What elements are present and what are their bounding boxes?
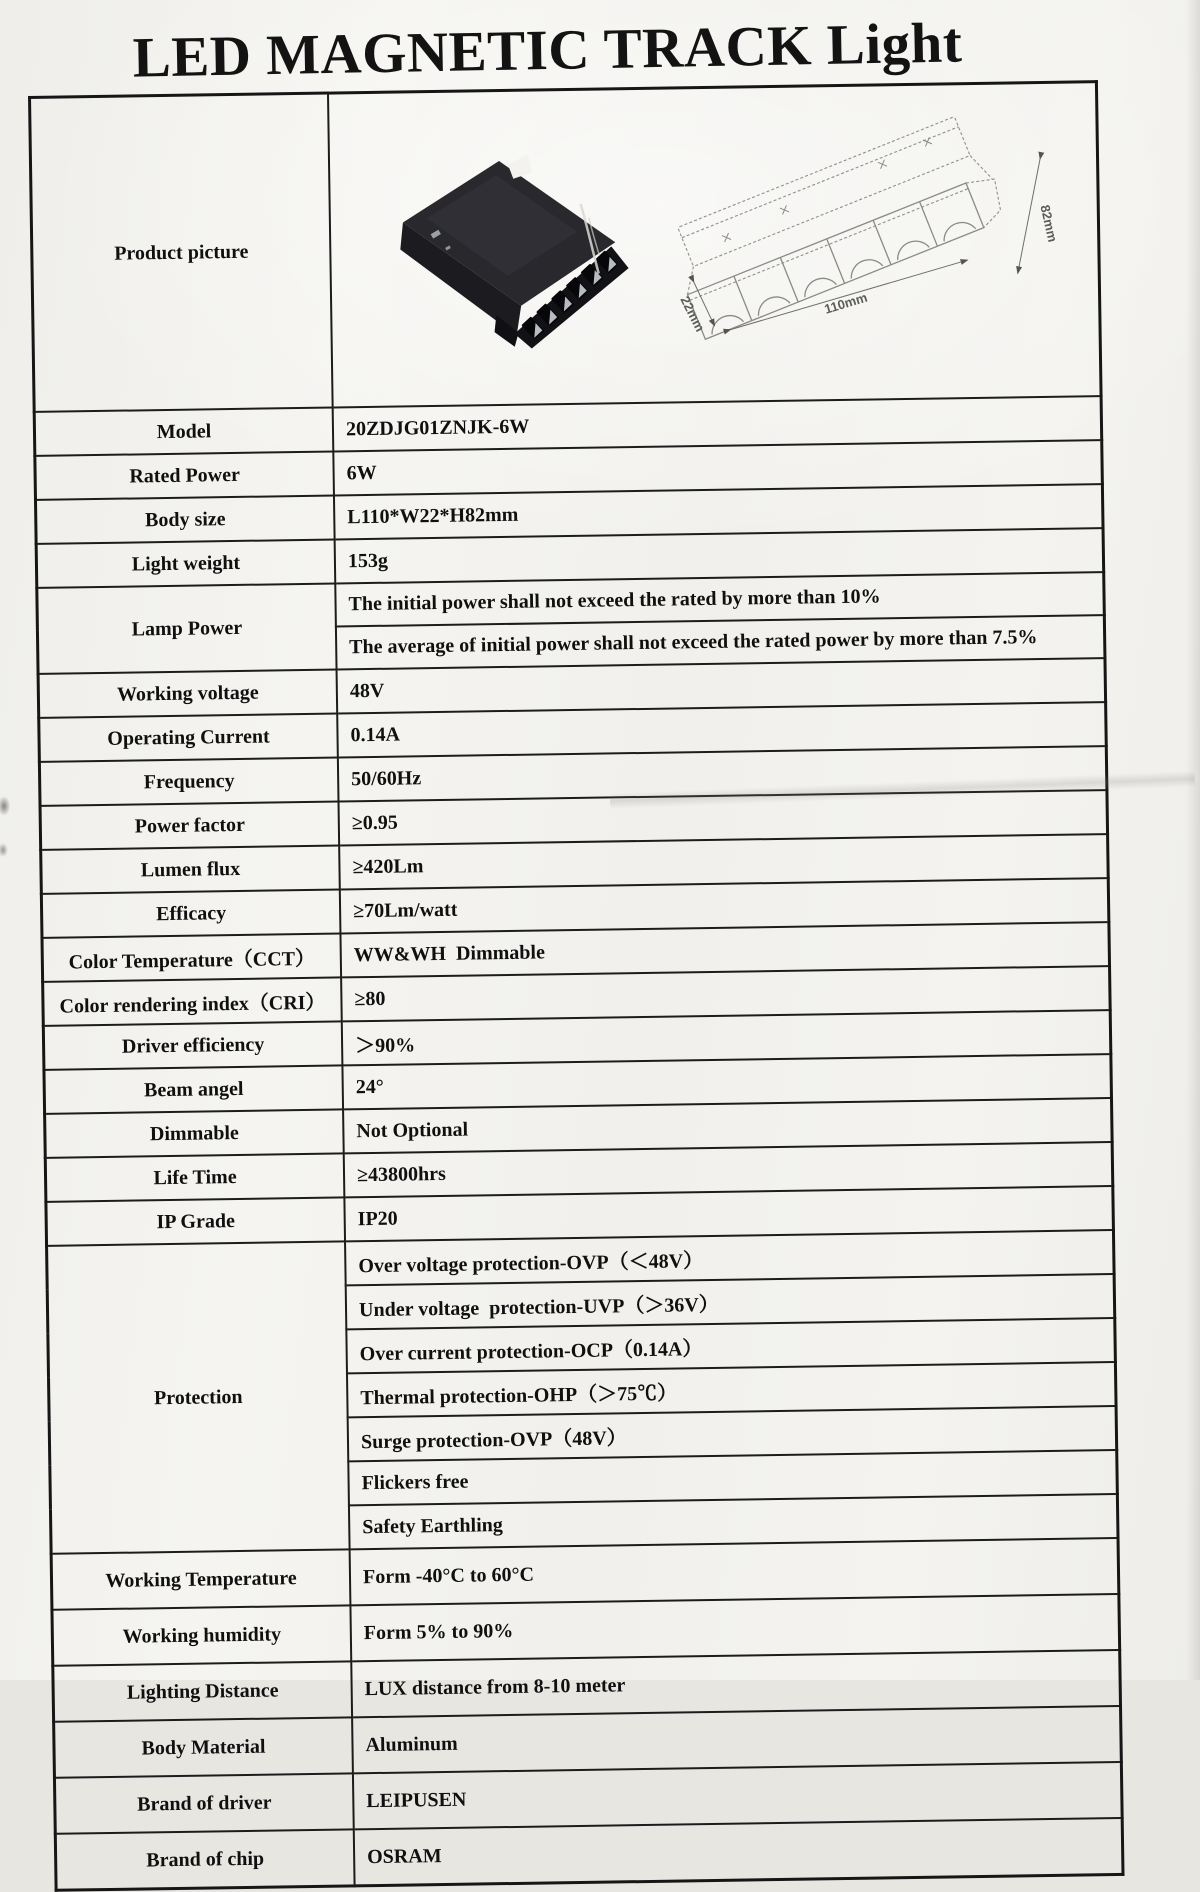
product-photo-image bbox=[344, 143, 635, 353]
spec-label: Working Temperature bbox=[51, 1549, 350, 1609]
product-picture-row bbox=[30, 82, 1102, 412]
spec-value: Over current protection-OCP（0.14A） bbox=[346, 1318, 1115, 1373]
spec-table bbox=[28, 80, 1125, 1892]
spec-value: Flickers free bbox=[348, 1450, 1117, 1505]
spec-value: 50/60Hz bbox=[338, 746, 1107, 801]
spec-value: Under voltage protection-UVP（＞36V） bbox=[346, 1274, 1115, 1329]
spec-label: Dimmable bbox=[45, 1109, 344, 1157]
spec-value: IP20 bbox=[344, 1186, 1113, 1241]
spec-value: ≥420Lm bbox=[339, 834, 1108, 889]
spec-value: ≥0.95 bbox=[338, 790, 1107, 845]
spec-label: Lumen flux bbox=[41, 845, 340, 893]
spec-label: Lighting Distance bbox=[53, 1661, 352, 1721]
spec-label: Efficacy bbox=[41, 889, 340, 937]
spec-value: Form -40°C to 60°C bbox=[350, 1538, 1119, 1605]
scan-edge-shading bbox=[1186, 0, 1200, 1680]
spec-value: ≥70Lm/watt bbox=[340, 878, 1109, 933]
spec-value: 0.14A bbox=[337, 702, 1106, 757]
spec-rows-body bbox=[34, 396, 1123, 1890]
spec-label: Lamp Power bbox=[37, 583, 337, 673]
spec-label: Body Material bbox=[54, 1717, 353, 1777]
spec-value: 153g bbox=[335, 528, 1104, 583]
paper-smudge bbox=[0, 788, 22, 878]
spec-label: Protection bbox=[47, 1241, 350, 1553]
spec-label: Frequency bbox=[39, 757, 338, 805]
picture-row-body bbox=[30, 82, 1102, 412]
spec-label: Operating Current bbox=[39, 713, 338, 761]
spec-label: Working voltage bbox=[38, 669, 337, 717]
spec-value: L110*W22*H82mm bbox=[334, 484, 1103, 539]
product-dimension-drawing bbox=[636, 130, 1091, 347]
spec-value: Aluminum bbox=[352, 1706, 1121, 1773]
screw-marks bbox=[717, 137, 937, 242]
spec-value: 48V bbox=[337, 658, 1106, 713]
spec-value: The initial power shall not exceed the rated by more than 10% bbox=[335, 572, 1104, 626]
spec-value: WW&WH Dimmable bbox=[340, 922, 1109, 977]
dimension-length-label: 110mm bbox=[822, 289, 870, 317]
spec-label: Body size bbox=[35, 496, 334, 544]
dimension-height-label: 82mm bbox=[1037, 203, 1061, 244]
spec-label: Brand of driver bbox=[54, 1773, 353, 1833]
spec-label: Light weight bbox=[36, 540, 335, 588]
spec-value: Thermal protection-OHP（＞75℃） bbox=[347, 1362, 1116, 1417]
product-picture-cell bbox=[328, 82, 1101, 408]
spec-label: Rated Power bbox=[35, 452, 334, 500]
spec-value: ≥43800hrs bbox=[344, 1142, 1113, 1197]
spec-value: 20ZDJG01ZNJK-6W bbox=[333, 396, 1102, 451]
spec-label: Life Time bbox=[45, 1153, 344, 1201]
spec-label: Product picture bbox=[30, 93, 333, 412]
spec-value: Surge protection-OVP（48V） bbox=[348, 1406, 1117, 1461]
dimension-width-label: 22mm bbox=[677, 293, 708, 334]
spec-label: Brand of chip bbox=[55, 1829, 354, 1890]
spec-label: Beam angel bbox=[44, 1065, 343, 1113]
page-title: LED MAGNETIC TRACK Light bbox=[132, 11, 963, 90]
spec-value: OSRAM bbox=[354, 1818, 1123, 1886]
spec-label: Color Temperature（CCT） bbox=[42, 933, 341, 981]
spec-value: 24° bbox=[342, 1054, 1111, 1109]
spec-value: LEIPUSEN bbox=[353, 1762, 1122, 1829]
spec-value: Safety Earthling bbox=[349, 1494, 1118, 1549]
spec-value: ≥80 bbox=[341, 966, 1110, 1021]
spec-label: Driver efficiency bbox=[43, 1021, 342, 1069]
spec-value: The average of initial power shall not exceed the rated power by more than 7.5% bbox=[336, 615, 1105, 669]
spec-label: Model bbox=[34, 408, 333, 456]
spec-label: Color rendering index（CRI） bbox=[43, 977, 342, 1025]
spec-value: Form 5% to 90% bbox=[350, 1594, 1119, 1661]
spec-value: ＞90% bbox=[342, 1010, 1111, 1065]
spec-value: 6W bbox=[333, 440, 1102, 495]
spec-value: Not Optional bbox=[343, 1098, 1112, 1153]
spec-label: Working humidity bbox=[52, 1605, 351, 1665]
spec-label: IP Grade bbox=[46, 1197, 345, 1245]
spec-label: Power factor bbox=[40, 801, 339, 849]
spec-value: LUX distance from 8-10 meter bbox=[351, 1650, 1120, 1717]
spec-value: Over voltage protection-OVP（＜48V） bbox=[345, 1230, 1114, 1285]
